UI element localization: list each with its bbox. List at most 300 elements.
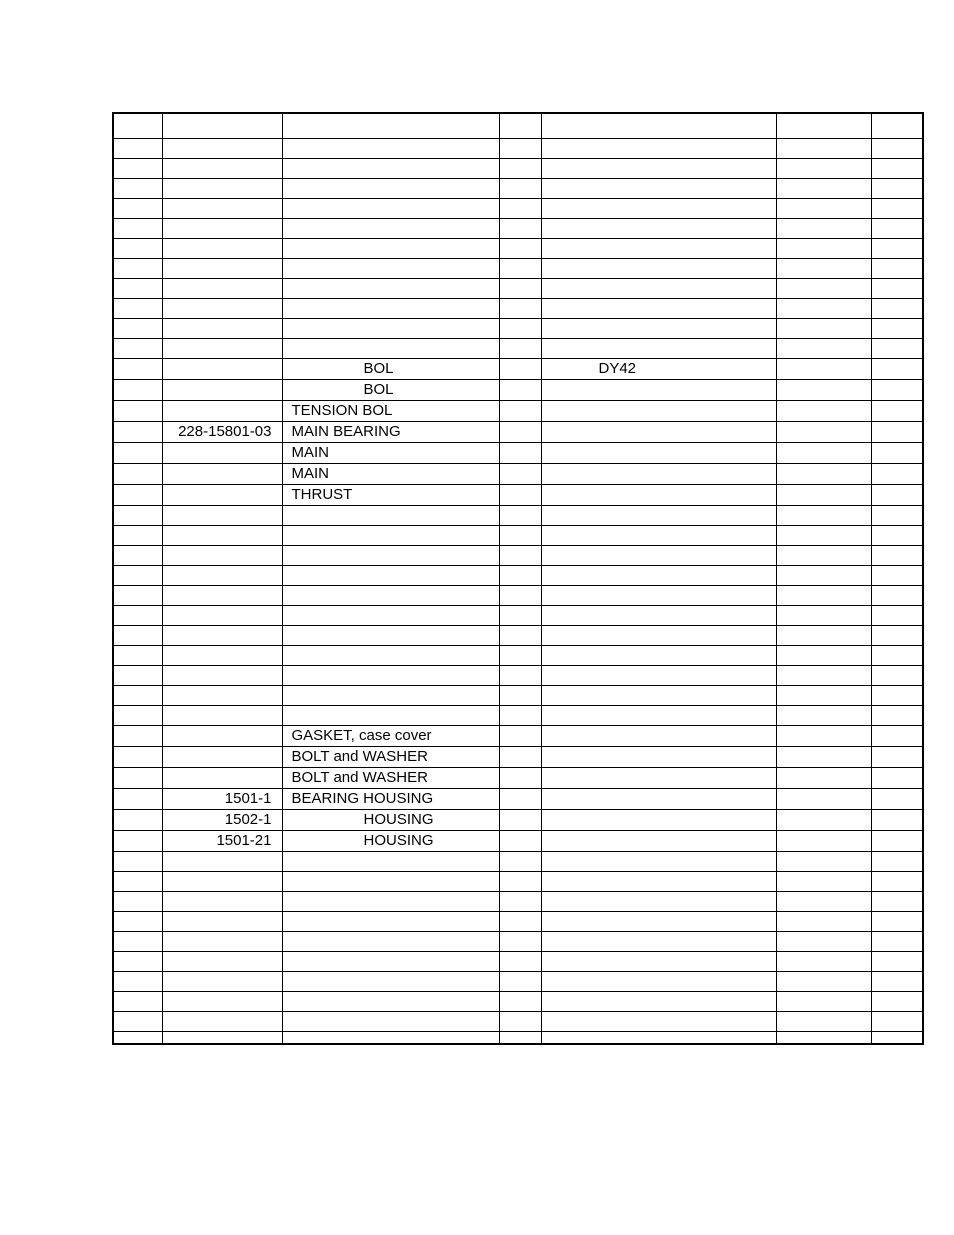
part-number-cell — [162, 625, 282, 645]
remark-cell — [541, 746, 776, 767]
ref-cell — [113, 1011, 162, 1031]
extra-cell — [871, 379, 923, 400]
ref-cell — [113, 198, 162, 218]
extra-cell — [776, 991, 871, 1011]
extra-cell — [871, 421, 923, 442]
header-cell — [499, 113, 541, 138]
extra-cell — [776, 931, 871, 951]
header-cell — [871, 113, 923, 138]
part-number-cell — [162, 585, 282, 605]
ref-cell — [113, 1031, 162, 1044]
remark-cell — [541, 278, 776, 298]
ref-cell — [113, 525, 162, 545]
extra-cell — [871, 971, 923, 991]
qty-cell — [499, 463, 541, 484]
part-number-cell — [162, 218, 282, 238]
description-cell — [282, 851, 499, 871]
description-cell: BOLT and WASHER — [282, 767, 499, 788]
remark-cell — [541, 1031, 776, 1044]
table-body — [113, 113, 923, 1044]
remark-cell — [541, 318, 776, 338]
extra-cell — [776, 851, 871, 871]
remark-cell — [541, 463, 776, 484]
part-number-cell — [162, 198, 282, 218]
extra-cell — [871, 871, 923, 891]
ref-cell — [113, 911, 162, 931]
part-number-cell — [162, 525, 282, 545]
qty-cell — [499, 911, 541, 931]
qty-cell — [499, 278, 541, 298]
part-number-cell — [162, 505, 282, 525]
remark-cell — [541, 198, 776, 218]
remark-cell — [541, 665, 776, 685]
qty-cell — [499, 851, 541, 871]
part-number-cell — [162, 565, 282, 585]
ref-cell — [113, 685, 162, 705]
ref-cell — [113, 338, 162, 358]
remark-cell — [541, 421, 776, 442]
part-number-cell — [162, 158, 282, 178]
qty-cell — [499, 158, 541, 178]
part-number-cell — [162, 971, 282, 991]
extra-cell — [871, 138, 923, 158]
remark-cell — [541, 585, 776, 605]
description-cell — [282, 665, 499, 685]
extra-cell — [776, 442, 871, 463]
description-cell: BOL — [282, 358, 499, 379]
qty-cell — [499, 971, 541, 991]
extra-cell — [871, 605, 923, 625]
extra-cell — [871, 545, 923, 565]
extra-cell — [776, 421, 871, 442]
ref-cell — [113, 463, 162, 484]
description-cell — [282, 338, 499, 358]
extra-cell — [776, 705, 871, 725]
table-row — [113, 238, 923, 258]
description-cell — [282, 951, 499, 971]
ref-cell — [113, 971, 162, 991]
table-row — [113, 931, 923, 951]
description-cell — [282, 545, 499, 565]
description-cell — [282, 645, 499, 665]
description-cell — [282, 258, 499, 278]
description-cell — [282, 585, 499, 605]
table-row — [113, 645, 923, 665]
part-number-cell: 1501-21 — [162, 830, 282, 851]
extra-cell — [776, 258, 871, 278]
ref-cell — [113, 545, 162, 565]
extra-cell — [871, 565, 923, 585]
part-number-cell — [162, 138, 282, 158]
extra-cell — [871, 767, 923, 788]
extra-cell — [776, 725, 871, 746]
description-cell — [282, 318, 499, 338]
extra-cell — [871, 891, 923, 911]
ref-cell — [113, 645, 162, 665]
extra-cell — [776, 218, 871, 238]
extra-cell — [871, 665, 923, 685]
remark-cell — [541, 991, 776, 1011]
remark-cell — [541, 645, 776, 665]
part-number-cell — [162, 463, 282, 484]
table-row — [113, 705, 923, 725]
extra-cell — [871, 463, 923, 484]
table-row — [113, 585, 923, 605]
extra-cell — [776, 505, 871, 525]
qty-cell — [499, 951, 541, 971]
table-row — [113, 809, 923, 830]
description-cell — [282, 278, 499, 298]
part-number-cell — [162, 318, 282, 338]
extra-cell — [871, 911, 923, 931]
extra-cell — [776, 585, 871, 605]
table-row — [113, 891, 923, 911]
remark-cell — [541, 830, 776, 851]
extra-cell — [871, 505, 923, 525]
description-cell: BOLT and WASHER — [282, 746, 499, 767]
table-row — [113, 871, 923, 891]
description-cell — [282, 705, 499, 725]
table-row — [113, 400, 923, 421]
description-cell: MAIN BEARING — [282, 421, 499, 442]
part-number-cell — [162, 484, 282, 505]
part-number-cell — [162, 851, 282, 871]
qty-cell — [499, 238, 541, 258]
qty-cell — [499, 725, 541, 746]
qty-cell — [499, 991, 541, 1011]
extra-cell — [776, 298, 871, 318]
ref-cell — [113, 625, 162, 645]
remark-cell — [541, 218, 776, 238]
ref-cell — [113, 358, 162, 379]
description-cell — [282, 525, 499, 545]
ref-cell — [113, 158, 162, 178]
part-number-cell — [162, 645, 282, 665]
table-row — [113, 545, 923, 565]
table-row — [113, 951, 923, 971]
description-cell — [282, 565, 499, 585]
qty-cell — [499, 705, 541, 725]
extra-cell — [871, 725, 923, 746]
table-row — [113, 830, 923, 851]
extra-cell — [871, 991, 923, 1011]
remark-cell — [541, 505, 776, 525]
description-cell — [282, 1031, 499, 1044]
remark-cell — [541, 565, 776, 585]
remark-cell — [541, 605, 776, 625]
qty-cell — [499, 767, 541, 788]
table-row — [113, 178, 923, 198]
ref-cell — [113, 442, 162, 463]
qty-cell — [499, 665, 541, 685]
table-row — [113, 746, 923, 767]
qty-cell — [499, 605, 541, 625]
qty-cell — [499, 318, 541, 338]
part-number-cell — [162, 178, 282, 198]
part-number-cell — [162, 298, 282, 318]
remark-cell — [541, 545, 776, 565]
part-number-cell — [162, 358, 282, 379]
table-row — [113, 525, 923, 545]
remark-cell — [541, 931, 776, 951]
table-row — [113, 198, 923, 218]
extra-cell — [871, 931, 923, 951]
ref-cell — [113, 746, 162, 767]
description-cell — [282, 891, 499, 911]
extra-cell — [871, 746, 923, 767]
qty-cell — [499, 565, 541, 585]
ref-cell — [113, 891, 162, 911]
ref-cell — [113, 258, 162, 278]
description-cell: MAIN — [282, 463, 499, 484]
qty-cell — [499, 625, 541, 645]
extra-cell — [776, 1031, 871, 1044]
description-cell — [282, 298, 499, 318]
table-row — [113, 442, 923, 463]
ref-cell — [113, 951, 162, 971]
extra-cell — [871, 645, 923, 665]
extra-cell — [776, 484, 871, 505]
remark-cell — [541, 298, 776, 318]
remark-cell — [541, 379, 776, 400]
remark-cell — [541, 725, 776, 746]
qty-cell — [499, 505, 541, 525]
extra-cell — [871, 788, 923, 809]
remark-cell — [541, 788, 776, 809]
description-cell — [282, 218, 499, 238]
extra-cell — [776, 525, 871, 545]
part-number-cell — [162, 338, 282, 358]
qty-cell — [499, 931, 541, 951]
extra-cell — [871, 625, 923, 645]
table-row — [113, 358, 923, 379]
extra-cell — [776, 358, 871, 379]
part-number-cell — [162, 871, 282, 891]
remark-cell — [541, 911, 776, 931]
qty-cell — [499, 338, 541, 358]
part-number-cell — [162, 951, 282, 971]
table-row — [113, 421, 923, 442]
header-cell — [282, 113, 499, 138]
table-row — [113, 851, 923, 871]
extra-cell — [776, 891, 871, 911]
extra-cell — [776, 198, 871, 218]
qty-cell — [499, 891, 541, 911]
extra-cell — [776, 685, 871, 705]
remark-cell — [541, 685, 776, 705]
extra-cell — [776, 871, 871, 891]
header-cell — [541, 113, 776, 138]
ref-cell — [113, 830, 162, 851]
ref-cell — [113, 238, 162, 258]
extra-cell — [776, 158, 871, 178]
table-row — [113, 318, 923, 338]
ref-cell — [113, 585, 162, 605]
remark-cell — [541, 891, 776, 911]
part-number-cell — [162, 746, 282, 767]
qty-cell — [499, 178, 541, 198]
part-number-cell — [162, 605, 282, 625]
table-row — [113, 665, 923, 685]
ref-cell — [113, 565, 162, 585]
extra-cell — [776, 338, 871, 358]
table-row — [113, 158, 923, 178]
description-cell — [282, 911, 499, 931]
table-row — [113, 1031, 923, 1044]
header-cell — [776, 113, 871, 138]
part-number-cell — [162, 238, 282, 258]
description-cell: BOL — [282, 379, 499, 400]
ref-cell — [113, 725, 162, 746]
extra-cell — [871, 258, 923, 278]
extra-cell — [776, 238, 871, 258]
qty-cell — [499, 400, 541, 421]
extra-cell — [871, 238, 923, 258]
description-cell: HOUSING — [282, 830, 499, 851]
part-number-cell — [162, 442, 282, 463]
table-row — [113, 278, 923, 298]
description-cell — [282, 605, 499, 625]
description-cell: HOUSING — [282, 809, 499, 830]
remark-cell — [541, 442, 776, 463]
table-row — [113, 685, 923, 705]
extra-cell — [776, 788, 871, 809]
extra-cell — [871, 1031, 923, 1044]
table-row — [113, 218, 923, 238]
ref-cell — [113, 767, 162, 788]
part-number-cell — [162, 725, 282, 746]
qty-cell — [499, 871, 541, 891]
remark-cell — [541, 705, 776, 725]
extra-cell — [871, 809, 923, 830]
remark-cell — [541, 871, 776, 891]
remark-cell — [541, 158, 776, 178]
extra-cell — [871, 851, 923, 871]
extra-cell — [776, 318, 871, 338]
extra-cell — [871, 358, 923, 379]
extra-cell — [871, 705, 923, 725]
table-header-row — [113, 113, 923, 138]
qty-cell — [499, 809, 541, 830]
part-number-cell — [162, 665, 282, 685]
table-row — [113, 505, 923, 525]
extra-cell — [871, 830, 923, 851]
extra-cell — [871, 198, 923, 218]
ref-cell — [113, 298, 162, 318]
qty-cell — [499, 138, 541, 158]
ref-cell — [113, 318, 162, 338]
table-row — [113, 911, 923, 931]
extra-cell — [776, 951, 871, 971]
extra-cell — [776, 911, 871, 931]
qty-cell — [499, 1031, 541, 1044]
qty-cell — [499, 421, 541, 442]
qty-cell — [499, 484, 541, 505]
remark-cell — [541, 178, 776, 198]
qty-cell — [499, 442, 541, 463]
remark-cell — [541, 951, 776, 971]
description-cell — [282, 158, 499, 178]
ref-cell — [113, 400, 162, 421]
table-row — [113, 767, 923, 788]
ref-cell — [113, 178, 162, 198]
extra-cell — [776, 278, 871, 298]
qty-cell — [499, 379, 541, 400]
ref-cell — [113, 788, 162, 809]
part-number-cell — [162, 911, 282, 931]
qty-cell — [499, 685, 541, 705]
extra-cell — [776, 463, 871, 484]
part-number-cell — [162, 931, 282, 951]
table-row — [113, 971, 923, 991]
ref-cell — [113, 138, 162, 158]
qty-cell — [499, 788, 541, 809]
extra-cell — [871, 442, 923, 463]
remark-cell — [541, 400, 776, 421]
remark-cell — [541, 851, 776, 871]
qty-cell — [499, 525, 541, 545]
ref-cell — [113, 379, 162, 400]
part-number-cell — [162, 685, 282, 705]
remark-cell — [541, 338, 776, 358]
table-row — [113, 991, 923, 1011]
qty-cell — [499, 830, 541, 851]
extra-cell — [871, 318, 923, 338]
extra-cell — [871, 400, 923, 421]
extra-cell — [776, 971, 871, 991]
table-row — [113, 138, 923, 158]
extra-cell — [871, 685, 923, 705]
extra-cell — [776, 1011, 871, 1031]
extra-cell — [776, 138, 871, 158]
part-number-cell — [162, 767, 282, 788]
qty-cell — [499, 545, 541, 565]
table-row — [113, 1011, 923, 1031]
extra-cell — [776, 565, 871, 585]
remark-cell — [541, 625, 776, 645]
ref-cell — [113, 484, 162, 505]
remark-cell — [541, 484, 776, 505]
extra-cell — [871, 218, 923, 238]
qty-cell — [499, 746, 541, 767]
part-number-cell — [162, 400, 282, 421]
part-number-cell — [162, 278, 282, 298]
description-cell — [282, 198, 499, 218]
part-number-cell — [162, 379, 282, 400]
table-row — [113, 605, 923, 625]
part-number-cell — [162, 891, 282, 911]
ref-cell — [113, 605, 162, 625]
extra-cell — [776, 809, 871, 830]
extra-cell — [776, 767, 871, 788]
extra-cell — [776, 379, 871, 400]
description-cell: MAIN — [282, 442, 499, 463]
table-row — [113, 338, 923, 358]
extra-cell — [776, 746, 871, 767]
qty-cell — [499, 645, 541, 665]
ref-cell — [113, 665, 162, 685]
part-number-cell — [162, 1031, 282, 1044]
table-row — [113, 725, 923, 746]
part-number-cell — [162, 705, 282, 725]
description-cell — [282, 1011, 499, 1031]
ref-cell — [113, 991, 162, 1011]
ref-cell — [113, 931, 162, 951]
header-cell — [113, 113, 162, 138]
ref-cell — [113, 809, 162, 830]
part-number-cell — [162, 258, 282, 278]
extra-cell — [871, 278, 923, 298]
